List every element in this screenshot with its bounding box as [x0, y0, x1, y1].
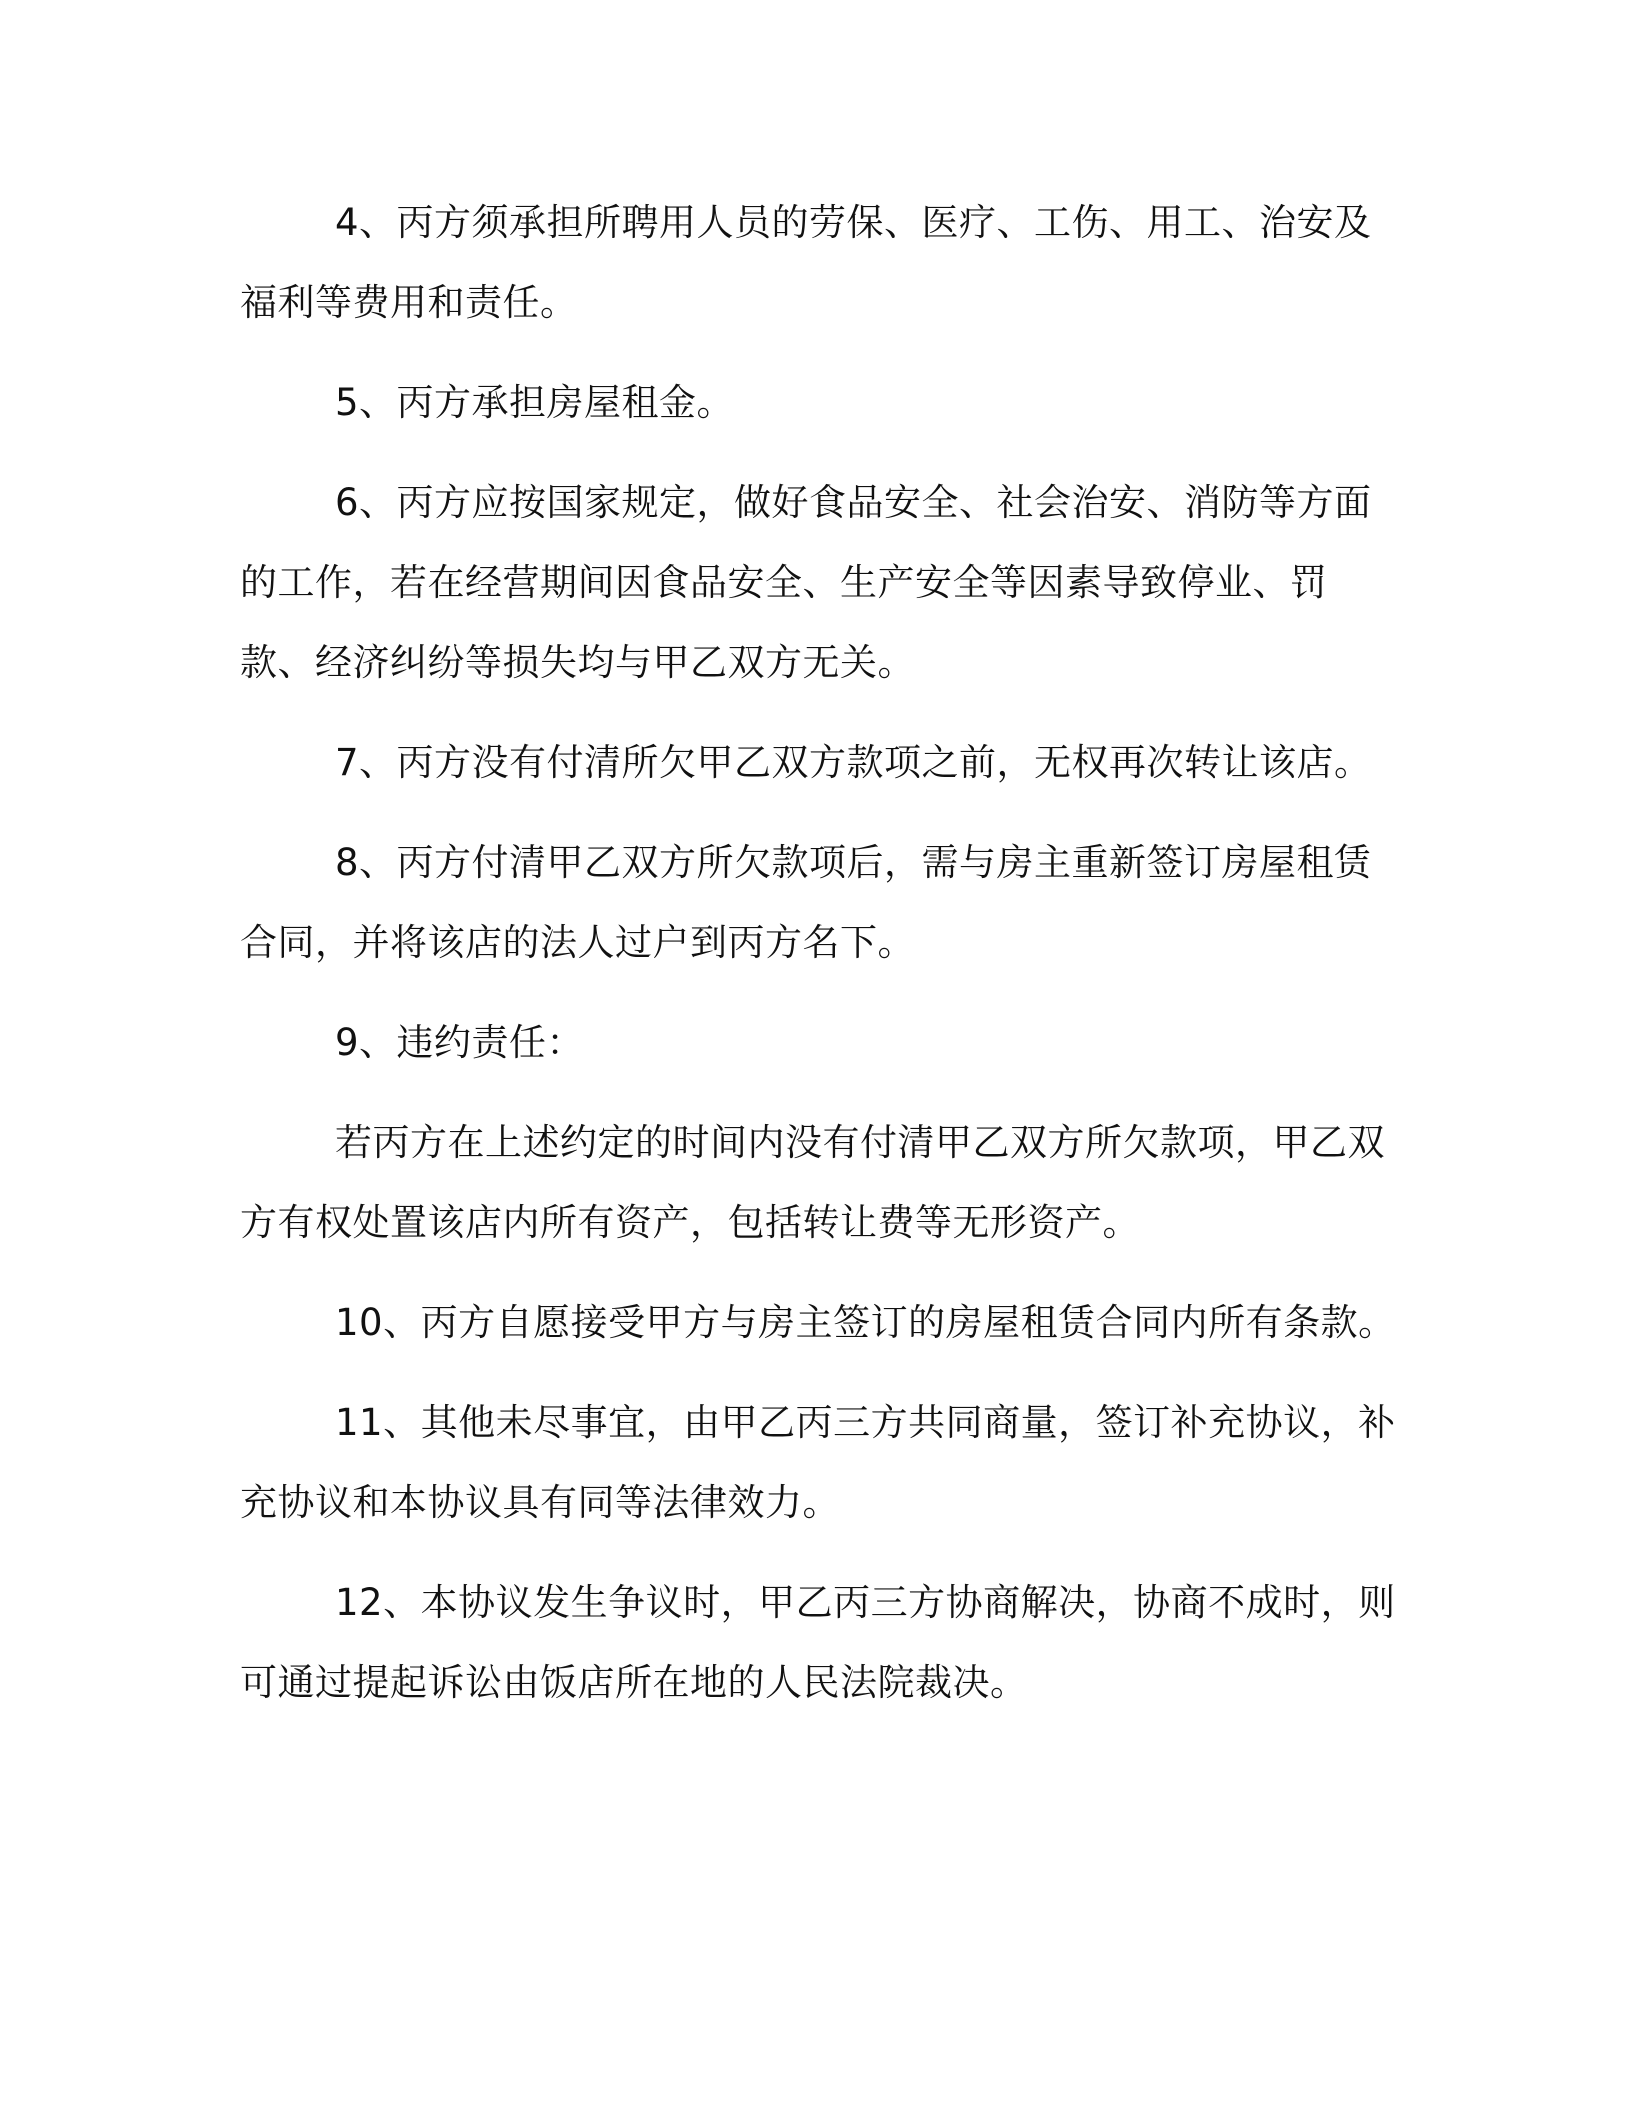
clause-6: 6、丙方应按国家规定，做好食品安全、社会治安、消防等方面的工作，若在经营期间因食品安全、生产安全等因素导致停业、罚款、经济纠纷等损失均与甲乙双方无关。	[240, 481, 1372, 684]
clause-4: 4、丙方须承担所聘用人员的劳保、医疗、工伤、用工、治安及福利等费用和责任。	[240, 201, 1372, 324]
clause-8: 8、丙方付清甲乙双方所欠款项后，需与房主重新签订房屋租赁合同，并将该店的法人过户到丙方名下。	[240, 841, 1372, 964]
clause-10: 10、丙方自愿接受甲方与房主签订的房屋租赁合同内所有条款。	[335, 1301, 1396, 1344]
clause-12: 12、本协议发生争议时，甲乙丙三方协商解决，协商不成时，则可通过提起诉讼由饭店所在地的人民法院裁决。	[240, 1581, 1396, 1704]
clause-9-heading: 9、违约责任：	[335, 1021, 585, 1064]
clause-5: 5、丙方承担房屋租金。	[335, 381, 735, 424]
clause-9-body: 若丙方在上述约定的时间内没有付清甲乙双方所欠款项，甲乙双方有权处置该店内所有资产，包括转让费等无形资产。	[240, 1121, 1385, 1244]
clause-11: 11、其他未尽事宜，由甲乙丙三方共同商量，签订补充协议，补充协议和本协议具有同等法律效力。	[240, 1401, 1396, 1524]
clause-7: 7、丙方没有付清所欠甲乙双方款项之前，无权再次转让该店。	[335, 741, 1372, 784]
document-page	[240, 183, 1400, 1743]
